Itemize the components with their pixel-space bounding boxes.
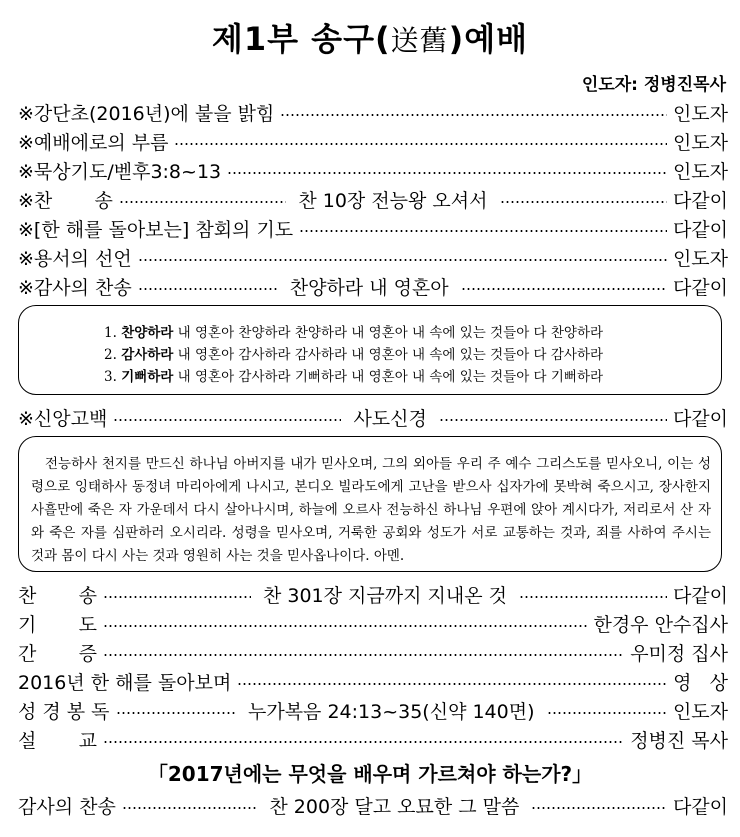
order-row: 2016년 한 해를 돌아보며 영 상: [18, 671, 728, 694]
creed-text-box: [18, 436, 722, 572]
order-row: ※묵상기도/벧후3:8~13 인도자: [18, 160, 728, 183]
leader-line: 인도자: 정병진목사: [581, 75, 726, 95]
order-row: 성 경 봉 독 누가복음 24:13~35(신약 140면) 인도자: [18, 700, 729, 723]
order-row: ※감사의 찬송 찬양하라 내 영혼아 다같이: [18, 276, 728, 299]
order-row: ※예배에로의 부름 인도자: [18, 131, 728, 154]
page-title: 제1부 송구(送舊)예배: [211, 20, 529, 58]
order-row: 찬 송 찬 301장 지금까지 지내온 것 다같이: [18, 584, 728, 607]
hymn-lyrics-box: [18, 305, 722, 395]
order-row: ※[한 해를 돌아보는] 참회의 기도 다같이: [18, 218, 728, 241]
order-row: ※용서의 선언 인도자: [18, 247, 728, 270]
hymn-line: 2. 감사하라 내 영혼아 감사하라 감사하라 내 영혼아 내 속에 있는 것들아 다 감사하라: [104, 347, 604, 363]
closing-row: 감사의 찬송 찬 200장 달고 오묘한 그 말씀 다같이: [18, 795, 729, 818]
hymn-line: 3. 기뻐하라 내 영혼아 감사하라 기뻐하라 내 영혼아 내 속에 있는 것들아 다 기뻐하라: [104, 369, 604, 385]
order-row: 간 증 우미정 집사: [18, 642, 728, 665]
apostles-creed-text: 전능하사 천지를 만드신 하나님 아버지를 내가 믿사오며, 그의 외아들 우리 주 예수 그리스도를 믿사오니, 이는 성령으로 잉태하사 동정녀 마리아에게 나시고, 본디오 빌라도에게 고난을 받으사 십자가에 못박혀 죽으시고, 장사한지 사흘만에 죽은 자 가운데서 다시 살아나시며, 하늘에 오르사 전능하신 하나님 우편에 앉아 계시다가, 저리로서 산 자와 죽은 자를 심판하러 오시리라. 성령을 믿사오며, 거룩한 공회와 성도가 서로 교통하는 것과, 죄를 사하여 주시는 것과 몸이 다시 사는 것과 영원히 사는 것을 믿사옵나이다. 아멘.: [31, 456, 711, 564]
sermon-title: 「2017년에는 무엇을 배우며 가르쳐야 하는가?」: [147, 762, 593, 786]
hymn-line: 1. 찬양하라 내 영혼아 찬양하라 찬양하라 내 영혼아 내 속에 있는 것들아 다 찬양하라: [104, 325, 604, 341]
creed-row: ※신앙고백 사도신경 다같이: [18, 407, 729, 430]
order-row: 설 교 정병진 목사: [18, 729, 728, 752]
order-row: ※강단초(2016년)에 불을 밝힘 인도자: [18, 102, 728, 125]
order-row: ※찬 송 찬 10장 전능왕 오셔서 다같이: [18, 189, 729, 212]
order-row: 기 도 한경우 안수집사: [18, 613, 728, 636]
